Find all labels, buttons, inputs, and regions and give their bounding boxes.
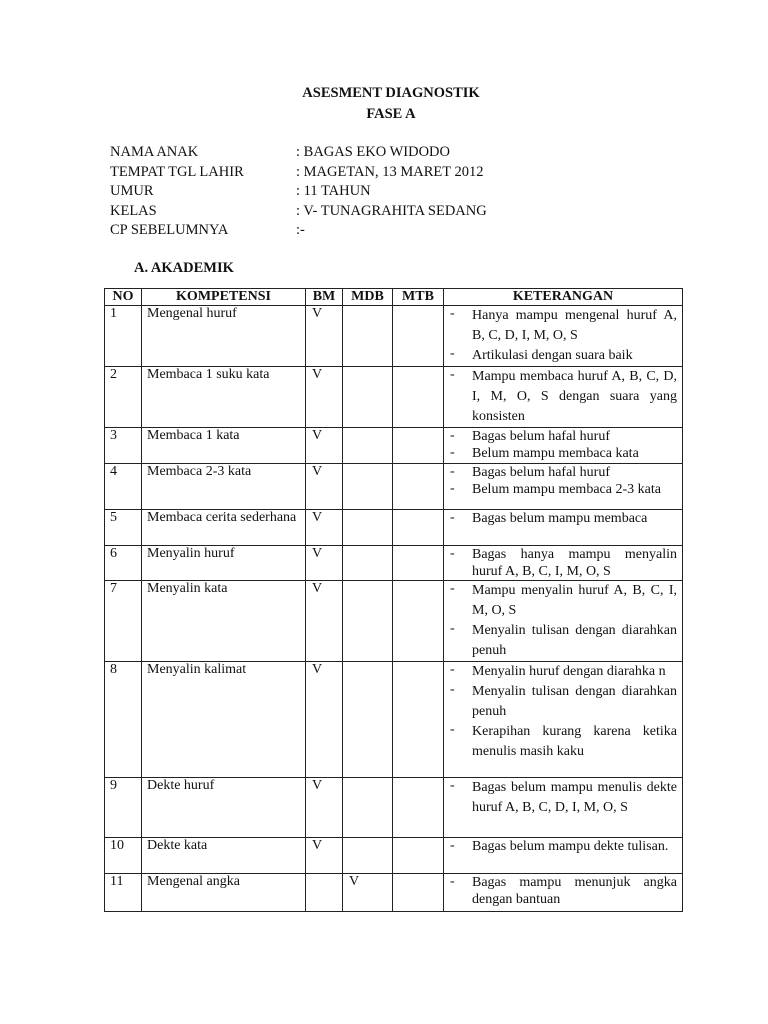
header-no: NO (105, 289, 142, 306)
no-cell: 1 (105, 306, 142, 367)
bullet-dash: - (450, 874, 455, 889)
kompetensi-cell: Membaca cerita sederhana (142, 510, 306, 546)
keterangan-text: Hanya mampu mengenal huruf A, B, C, D, I, M, O, S (472, 308, 677, 343)
keterangan-text: Menyalin tulisan dengan diarahkan penuh (472, 623, 677, 658)
mtb-cell (393, 778, 444, 838)
header-mtb: MTB (393, 289, 444, 306)
keterangan-item (448, 464, 677, 481)
kompetensi-cell: Menyalin kalimat (142, 662, 306, 778)
mtb-cell (393, 306, 444, 367)
no-cell: 7 (105, 581, 142, 662)
bullet-dash: - (450, 464, 455, 479)
keterangan-item (448, 621, 677, 661)
bullet-dash: - (450, 621, 455, 636)
keterangan-item (448, 662, 677, 682)
keterangan-text: Menyalin huruf dengan diarahka n (472, 664, 666, 679)
info-label: NAMA ANAK (110, 144, 199, 160)
kompetensi-cell: Mengenal huruf (142, 306, 306, 367)
keterangan-cell (444, 546, 683, 581)
no-cell: 11 (105, 874, 142, 912)
keterangan-text: Menyalin tulisan dengan diarahkan penuh (472, 684, 677, 719)
mdb-cell (343, 367, 393, 428)
info-value: : 11 TAHUN (296, 183, 371, 199)
no-cell: 8 (105, 662, 142, 778)
kompetensi-cell: Mengenal angka (142, 874, 306, 912)
no-cell: 5 (105, 510, 142, 546)
bm-cell: V (306, 778, 343, 838)
mtb-cell (393, 874, 444, 912)
bullet-dash: - (450, 581, 455, 596)
keterangan-item (448, 481, 677, 498)
bm-cell (306, 874, 343, 912)
bullet-dash: - (450, 306, 455, 321)
bullet-dash: - (450, 428, 455, 443)
keterangan-cell (444, 581, 683, 662)
kompetensi-cell: Membaca 1 kata (142, 428, 306, 464)
info-row-ttl (110, 163, 487, 183)
bullet-dash: - (450, 481, 455, 496)
kompetensi-cell: Dekte huruf (142, 778, 306, 838)
header-mdb: MDB (343, 289, 393, 306)
mdb-cell (343, 510, 393, 546)
bm-cell: V (306, 367, 343, 428)
keterangan-item (448, 581, 677, 621)
keterangan-item (448, 346, 677, 366)
bullet-dash: - (450, 838, 455, 853)
keterangan-text: Belum mampu membaca kata (472, 446, 639, 461)
bullet-dash: - (450, 510, 455, 525)
keterangan-item (448, 722, 677, 762)
header-keterangan: KETERANGAN (444, 289, 683, 306)
mdb-cell: V (343, 874, 393, 912)
keterangan-text: Bagas belum mampu membaca (472, 511, 648, 526)
info-row-umur (110, 182, 487, 202)
table-row (105, 662, 683, 778)
bullet-dash: - (450, 445, 455, 460)
info-value: : V- TUNAGRAHITA SEDANG (296, 202, 487, 219)
mdb-cell (343, 464, 393, 510)
bm-cell: V (306, 838, 343, 874)
no-cell: 4 (105, 464, 142, 510)
keterangan-cell (444, 428, 683, 464)
table-row (105, 510, 683, 546)
table-row (105, 581, 683, 662)
info-value: : BAGAS EKO WIDODO (296, 144, 450, 160)
bm-cell: V (306, 306, 343, 367)
keterangan-item (448, 510, 677, 527)
header-kompetensi: KOMPETENSI (142, 289, 306, 306)
keterangan-cell (444, 464, 683, 510)
bm-cell: V (306, 581, 343, 662)
bullet-dash: - (450, 346, 455, 361)
no-cell: 6 (105, 546, 142, 581)
mtb-cell (393, 367, 444, 428)
header-bm: BM (306, 289, 343, 306)
document-title: ASESMENT DIAGNOSTIK (302, 85, 480, 101)
table-row (105, 874, 683, 912)
section-heading: A. AKADEMIK (134, 260, 234, 276)
bullet-dash: - (450, 682, 455, 697)
table-row (105, 838, 683, 874)
keterangan-text: Bagas hanya mampu menyalin huruf A, B, C, I, M, O, S (472, 547, 677, 579)
mtb-cell (393, 662, 444, 778)
table-row (105, 306, 683, 367)
keterangan-cell (444, 306, 683, 367)
assessment-table (104, 288, 683, 912)
info-label: TEMPAT TGL LAHIR (110, 163, 244, 180)
info-row-kelas (110, 202, 487, 222)
mtb-cell (393, 510, 444, 546)
keterangan-item (448, 428, 677, 445)
kompetensi-cell: Dekte kata (142, 838, 306, 874)
mtb-cell (393, 838, 444, 874)
kompetensi-cell: Menyalin huruf (142, 546, 306, 581)
keterangan-item (448, 778, 677, 818)
table-row (105, 546, 683, 581)
mdb-cell (343, 306, 393, 367)
keterangan-cell (444, 510, 683, 546)
mdb-cell (343, 581, 393, 662)
mtb-cell (393, 464, 444, 510)
keterangan-text: Belum mampu membaca 2-3 kata (472, 482, 661, 497)
mdb-cell (343, 778, 393, 838)
info-label: CP SEBELUMNYA (110, 222, 229, 238)
bullet-dash: - (450, 546, 455, 561)
mdb-cell (343, 838, 393, 874)
keterangan-cell (444, 838, 683, 874)
student-info (110, 143, 487, 241)
bullet-dash: - (450, 778, 455, 793)
keterangan-cell (444, 778, 683, 838)
table-row (105, 778, 683, 838)
info-row-nama (110, 143, 487, 163)
keterangan-text: Bagas belum mampu menulis dekte huruf A, B, C, D, I, M, O, S (472, 780, 677, 815)
kompetensi-cell: Menyalin kata (142, 581, 306, 662)
keterangan-item (448, 874, 677, 908)
no-cell: 10 (105, 838, 142, 874)
info-label: KELAS (110, 202, 157, 219)
no-cell: 9 (105, 778, 142, 838)
document-subtitle: FASE A (366, 106, 416, 122)
bm-cell: V (306, 662, 343, 778)
keterangan-text: Bagas belum hafal huruf (472, 465, 611, 480)
table-header-row (105, 289, 683, 306)
keterangan-item (448, 682, 677, 722)
keterangan-cell (444, 874, 683, 912)
mtb-cell (393, 428, 444, 464)
no-cell: 3 (105, 428, 142, 464)
table-row (105, 464, 683, 510)
bm-cell: V (306, 464, 343, 510)
bm-cell: V (306, 428, 343, 464)
mdb-cell (343, 546, 393, 581)
bullet-dash: - (450, 662, 455, 677)
keterangan-text: Bagas belum hafal huruf (472, 429, 611, 444)
keterangan-item (448, 306, 677, 346)
table-row (105, 367, 683, 428)
table-body (105, 306, 683, 912)
no-cell: 2 (105, 367, 142, 428)
keterangan-text: Kerapihan kurang karena ketika menulis masih kaku (472, 724, 677, 759)
mtb-cell (393, 581, 444, 662)
bm-cell: V (306, 546, 343, 581)
bm-cell: V (306, 510, 343, 546)
mdb-cell (343, 428, 393, 464)
table-row (105, 428, 683, 464)
keterangan-item (448, 546, 677, 580)
keterangan-text: Bagas mampu menunjuk angka dengan bantuan (472, 875, 677, 907)
bullet-dash: - (450, 367, 455, 382)
keterangan-cell (444, 662, 683, 778)
info-value: :- (296, 222, 305, 238)
info-value: : MAGETAN, 13 MARET 2012 (296, 163, 484, 180)
keterangan-cell (444, 367, 683, 428)
keterangan-item (448, 367, 677, 427)
mtb-cell (393, 546, 444, 581)
keterangan-item (448, 838, 677, 855)
kompetensi-cell: Membaca 1 suku kata (142, 367, 306, 428)
keterangan-text: Mampu membaca huruf A, B, C, D, I, M, O, S dengan suara yang konsisten (472, 369, 677, 424)
keterangan-text: Bagas belum mampu dekte tulisan. (472, 839, 669, 854)
kompetensi-cell: Membaca 2-3 kata (142, 464, 306, 510)
info-label: UMUR (110, 183, 154, 199)
keterangan-text: Artikulasi dengan suara baik (472, 348, 633, 363)
mdb-cell (343, 662, 393, 778)
keterangan-item (448, 445, 677, 462)
keterangan-text: Mampu menyalin huruf A, B, C, I, M, O, S (472, 583, 677, 618)
info-row-cp (110, 221, 487, 241)
bullet-dash: - (450, 722, 455, 737)
